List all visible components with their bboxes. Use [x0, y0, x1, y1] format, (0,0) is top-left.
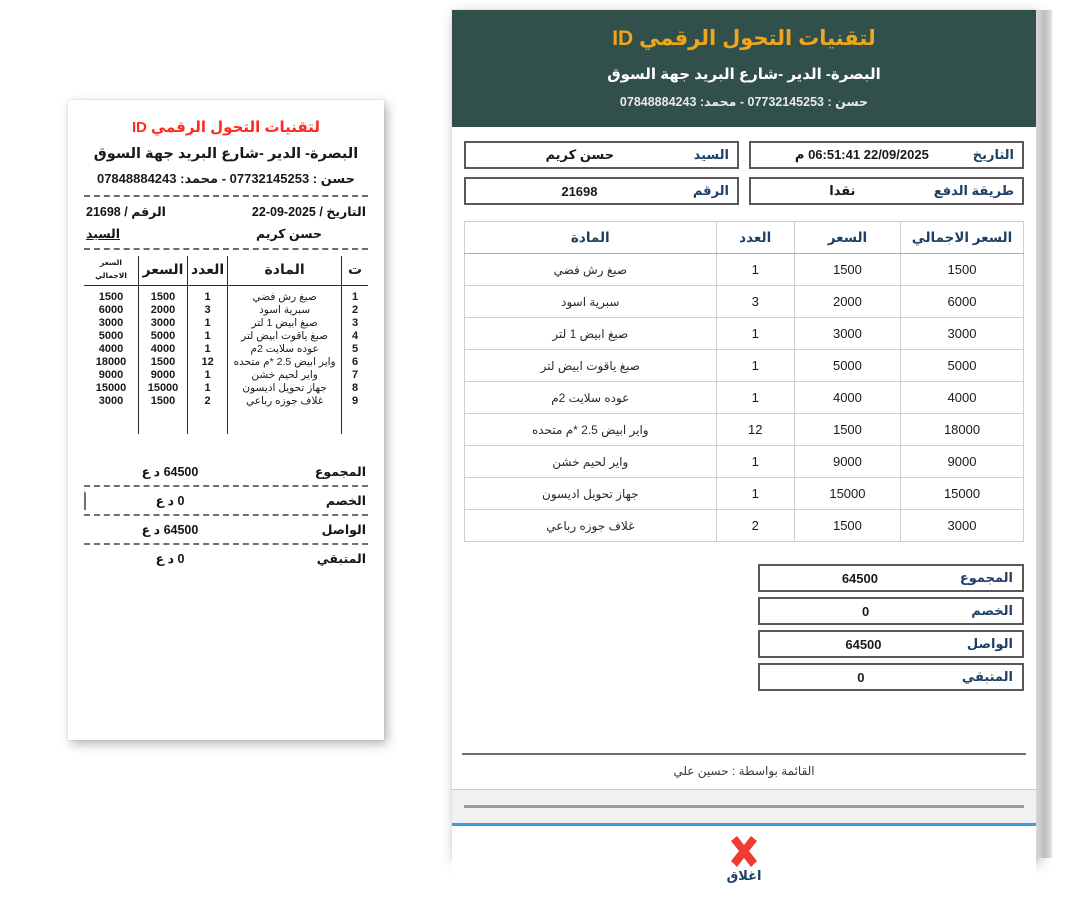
receipt-cell-item: جهاز تحويل اديسون	[228, 382, 342, 395]
receipt-cell-qty: 1	[188, 317, 228, 330]
receipt-tail-cell	[228, 408, 342, 434]
window-brand-address: البصرة- الدير -شارع البريد جهة السوق	[607, 66, 881, 83]
field-payment-method-label: طريقة الدفع	[933, 183, 1014, 198]
receipt-col-item: المادة	[228, 256, 342, 286]
field-customer[interactable]	[464, 141, 739, 169]
invoice-total-remaining-value: 0	[857, 669, 865, 685]
receipt-brand-address: البصرة- الدير -شارع البريد جهة السوق	[93, 146, 359, 162]
field-customer-value: حسن كريم	[545, 147, 615, 162]
window-scroll-gutter[interactable]	[1036, 10, 1052, 858]
receipt-cell-index: 2	[342, 304, 369, 317]
receipt-date-label: التاريخ /	[319, 205, 366, 219]
invoice-cell-total: 15000	[901, 478, 1024, 510]
receipt-cell-price: 3000	[139, 317, 188, 330]
receipt-cell-qty: 1	[188, 369, 228, 382]
invoice-cell-item: واير ابيض 2.5 *م متحده	[465, 414, 717, 446]
receipt-meta-row-number-date	[86, 204, 366, 219]
receipt-tail-cell	[342, 408, 369, 434]
field-customer-label: السيد	[693, 147, 729, 162]
receipt-tail-cell	[188, 408, 228, 434]
invoice-total-sum	[758, 564, 1024, 592]
invoice-total-discount	[758, 597, 1024, 625]
invoice-cell-item: جهاز تحويل اديسون	[465, 478, 717, 510]
receipt-totals-block	[84, 460, 368, 570]
receipt-cell-item: صبغ ابيض 1 لتر	[228, 317, 342, 330]
receipt-cell-total: 18000	[95, 356, 127, 368]
receipt-cell-index: 6	[342, 356, 369, 369]
table-row	[465, 350, 1024, 382]
receipt-cell-price: 4000	[139, 343, 188, 356]
receipt-currency-3: د ع	[155, 552, 174, 566]
receipt-cell-index: 5	[342, 343, 369, 356]
receipt-date-cell	[252, 204, 366, 219]
invoice-cell-qty: 2	[716, 510, 794, 542]
receipt-cell-item: عوده سلايت 2م	[228, 343, 342, 356]
receipt-cell-total: 6000	[98, 304, 124, 316]
field-date[interactable]	[749, 141, 1024, 169]
receipt-col-total: السعر الاجمالي	[84, 256, 139, 286]
receipt-cell-total: 15000	[95, 382, 127, 394]
invoice-items-table	[464, 221, 1024, 542]
receipt-total-label-0: المجموع	[314, 465, 366, 479]
receipt-date-value: 2025-09-22	[251, 205, 316, 219]
receipt-total-amount-0: 64500	[163, 465, 199, 479]
invoice-cell-total: 18000	[901, 414, 1024, 446]
receipt-col-qty: العدد	[188, 256, 228, 286]
table-row	[465, 286, 1024, 318]
invoice-cell-total: 5000	[901, 350, 1024, 382]
receipt-table-header-row	[84, 256, 368, 286]
receipt-col-price: السعر	[139, 256, 188, 286]
invoice-cell-qty: 1	[716, 382, 794, 414]
receipt-total-value-1	[86, 493, 254, 508]
invoice-cell-item: واير لحيم خشن	[465, 446, 717, 478]
receipt-cell-qty: 2	[188, 395, 228, 408]
receipt-cell-index: 7	[342, 369, 369, 382]
receipt-table-row	[84, 382, 368, 395]
invoice-cell-item: غلاف جوزه رباعي	[465, 510, 717, 542]
invoice-signature: القائمة بواسطة : حسين علي	[673, 764, 815, 778]
invoice-table-header-row	[465, 222, 1024, 254]
invoice-total-discount-label: الخصم	[971, 603, 1013, 618]
field-payment-method-value: نقدا	[829, 183, 856, 198]
receipt-table-row	[84, 304, 368, 317]
receipt-table-row	[84, 286, 368, 305]
invoice-cell-item: عوده سلايت 2م	[465, 382, 717, 414]
invoice-cell-total: 1500	[901, 254, 1024, 286]
receipt-number-value: 21698	[86, 205, 121, 219]
field-invoice-number-value: 21698	[561, 183, 598, 199]
invoice-cell-price: 15000	[794, 478, 900, 510]
invoice-cell-total: 3000	[901, 510, 1024, 542]
receipt-cell-item: صبغ رش فضي	[228, 286, 342, 305]
receipt-total-amount-3: 0	[177, 552, 185, 566]
receipt-total-amount-2: 64500	[163, 523, 199, 537]
invoice-col-qty: العدد	[716, 222, 794, 254]
table-row	[465, 414, 1024, 446]
receipt-cell-index: 1	[342, 286, 369, 305]
window-body	[452, 127, 1036, 747]
close-button-label[interactable]: اغلاق	[726, 868, 762, 883]
receipt-tail-cell	[84, 408, 139, 434]
receipt-discount-wrap	[84, 489, 368, 512]
receipt-cell-total: 5000	[98, 330, 124, 342]
invoice-col-price: السعر	[794, 222, 900, 254]
window-brand-banner	[452, 10, 1036, 127]
receipt-total-row-1	[84, 489, 368, 512]
receipt-cell-qty: 1	[188, 343, 228, 356]
window-action-bar	[452, 826, 1036, 884]
field-invoice-number[interactable]	[464, 177, 739, 205]
receipt-cell-qty: 1	[188, 330, 228, 343]
invoice-cell-price: 1500	[794, 254, 900, 286]
invoice-total-paid-value: 64500	[845, 636, 882, 652]
receipt-cell-total: 1500	[98, 291, 124, 303]
receipt-table-row	[84, 356, 368, 369]
receipt-total-row-2	[84, 518, 368, 541]
receipt-currency-0: د ع	[141, 465, 161, 479]
receipt-customer-label: السيد	[86, 227, 121, 241]
receipt-cell-qty: 1	[188, 286, 228, 305]
receipt-total-value-2	[86, 522, 254, 537]
window-scrollbar-track[interactable]	[464, 805, 1024, 808]
receipt-cell-price: 1500	[139, 356, 188, 369]
receipt-divider-top	[84, 195, 368, 197]
receipt-total-sep-1	[84, 514, 368, 516]
invoice-cell-item: سبرية اسود	[465, 286, 717, 318]
close-icon[interactable]	[724, 832, 764, 872]
invoice-total-remaining	[758, 663, 1024, 691]
invoice-cell-qty: 1	[716, 446, 794, 478]
receipt-total-label-1: الخصم	[325, 494, 366, 508]
invoice-cell-price: 1500	[794, 510, 900, 542]
receipt-cell-index: 4	[342, 330, 369, 343]
invoice-total-discount-value: 0	[862, 603, 870, 619]
invoice-total-paid-label: الواصل	[966, 636, 1013, 651]
receipt-meta-row-customer	[86, 226, 366, 241]
invoice-total-paid	[758, 630, 1024, 658]
receipt-cell-item: واير لحيم خشن	[228, 369, 342, 382]
receipt-cell-total: 3000	[98, 317, 124, 329]
receipt-table-tail	[84, 408, 368, 434]
receipt-cell-qty: 3	[188, 304, 228, 317]
invoice-cell-qty: 3	[716, 286, 794, 318]
invoice-cell-price: 5000	[794, 350, 900, 382]
receipt-cell-price: 9000	[139, 369, 188, 382]
invoice-cell-price: 2000	[794, 286, 900, 318]
field-date-value: 22/09/2025 06:51:41 م	[794, 147, 929, 162]
receipt-cell-total: 4000	[98, 343, 124, 355]
invoice-cell-item: صبغ ياقوت ابيض لتر	[465, 350, 717, 382]
receipt-number-cell	[86, 204, 166, 219]
receipt-total-label-2: الواصل	[321, 523, 366, 537]
invoice-fields-grid	[464, 141, 1024, 205]
receipt-divider-mid	[84, 248, 368, 250]
invoice-cell-qty: 12	[716, 414, 794, 446]
invoice-total-sum-value: 64500	[841, 570, 878, 586]
field-payment-method[interactable]	[749, 177, 1024, 205]
receipt-col-index: ت	[342, 256, 369, 286]
table-row	[465, 254, 1024, 286]
receipt-brand-phones: حسن : 07732145253 - محمد: 07848884243	[96, 171, 356, 186]
receipt-brand-title: لتقنيات التحول الرقمي ID	[132, 119, 320, 136]
receipt-cell-price: 1500	[139, 286, 188, 305]
field-date-label: التاريخ	[972, 147, 1014, 162]
invoice-col-total: السعر الاجمالي	[901, 222, 1024, 254]
window-brand-phones: حسن : 07732145253 - محمد: 07848884243	[619, 95, 869, 109]
invoice-cell-price: 1500	[794, 414, 900, 446]
receipt-cell-item: سبرية اسود	[228, 304, 342, 317]
invoice-cell-total: 9000	[901, 446, 1024, 478]
receipt-customer-value: حسن كريم	[256, 227, 322, 241]
receipt-number-label: الرقم /	[124, 205, 166, 219]
receipt-table-row	[84, 343, 368, 356]
receipt-currency-2: د ع	[141, 523, 161, 537]
invoice-cell-total: 6000	[901, 286, 1024, 318]
invoice-cell-total: 3000	[901, 318, 1024, 350]
invoice-cell-item: صبغ رش فضي	[465, 254, 717, 286]
receipt-total-value-3	[86, 551, 254, 566]
table-row	[465, 478, 1024, 510]
receipt-total-value-0	[86, 464, 254, 479]
receipt-total-amount-1: 0	[177, 494, 185, 508]
table-row	[465, 382, 1024, 414]
invoice-cell-qty: 1	[716, 478, 794, 510]
invoice-cell-price: 4000	[794, 382, 900, 414]
invoice-col-item: المادة	[465, 222, 717, 254]
receipt-total-sep-2	[84, 543, 368, 545]
receipt-cell-qty: 12	[188, 356, 228, 369]
receipt-cell-price: 15000	[139, 382, 188, 395]
receipt-cell-total: 9000	[98, 369, 124, 381]
invoice-preview-window	[452, 10, 1036, 883]
window-scroll-strip[interactable]	[452, 789, 1036, 823]
table-row	[465, 446, 1024, 478]
receipt-table-row	[84, 369, 368, 382]
receipt-cell-index: 3	[342, 317, 369, 330]
receipt-currency-1: د ع	[155, 494, 174, 508]
receipt-cell-index: 8	[342, 382, 369, 395]
invoice-cell-total: 4000	[901, 382, 1024, 414]
field-invoice-number-label: الرقم	[692, 183, 729, 198]
receipt-total-label-3: المتبقي	[316, 552, 366, 566]
receipt-items-table	[84, 256, 368, 434]
invoice-cell-item: صبغ ابيض 1 لتر	[465, 318, 717, 350]
receipt-cell-total: 3000	[98, 395, 124, 407]
receipt-cell-index: 9	[342, 395, 369, 408]
receipt-table-row	[84, 317, 368, 330]
invoice-cell-qty: 1	[716, 318, 794, 350]
invoice-total-remaining-label: المتبقي	[961, 669, 1013, 684]
invoice-cell-qty: 1	[716, 350, 794, 382]
invoice-cell-price: 9000	[794, 446, 900, 478]
thermal-receipt-card	[68, 100, 384, 740]
invoice-cell-qty: 1	[716, 254, 794, 286]
receipt-total-row-3	[84, 547, 368, 570]
receipt-tail-cell	[139, 408, 188, 434]
table-row	[465, 510, 1024, 542]
window-brand-title: لتقنيات التحول الرقمي ID	[612, 27, 876, 50]
receipt-cell-price: 2000	[139, 304, 188, 317]
receipt-cell-price: 1500	[139, 395, 188, 408]
receipt-cell-item: واير ابيض 2.5 *م متحده	[228, 356, 342, 369]
receipt-table-row	[84, 395, 368, 408]
receipt-cell-price: 5000	[139, 330, 188, 343]
receipt-cell-item: غلاف جوزه رباعي	[228, 395, 342, 408]
invoice-total-sum-label: المجموع	[959, 570, 1013, 585]
receipt-table-row	[84, 330, 368, 343]
receipt-cell-item: صبغ ياقوت ابيض لتر	[228, 330, 342, 343]
invoice-totals-block	[758, 564, 1024, 691]
table-row	[465, 318, 1024, 350]
invoice-cell-price: 3000	[794, 318, 900, 350]
receipt-cell-qty: 1	[188, 382, 228, 395]
receipt-total-sep-0	[84, 485, 368, 487]
receipt-total-row-0	[84, 460, 368, 483]
